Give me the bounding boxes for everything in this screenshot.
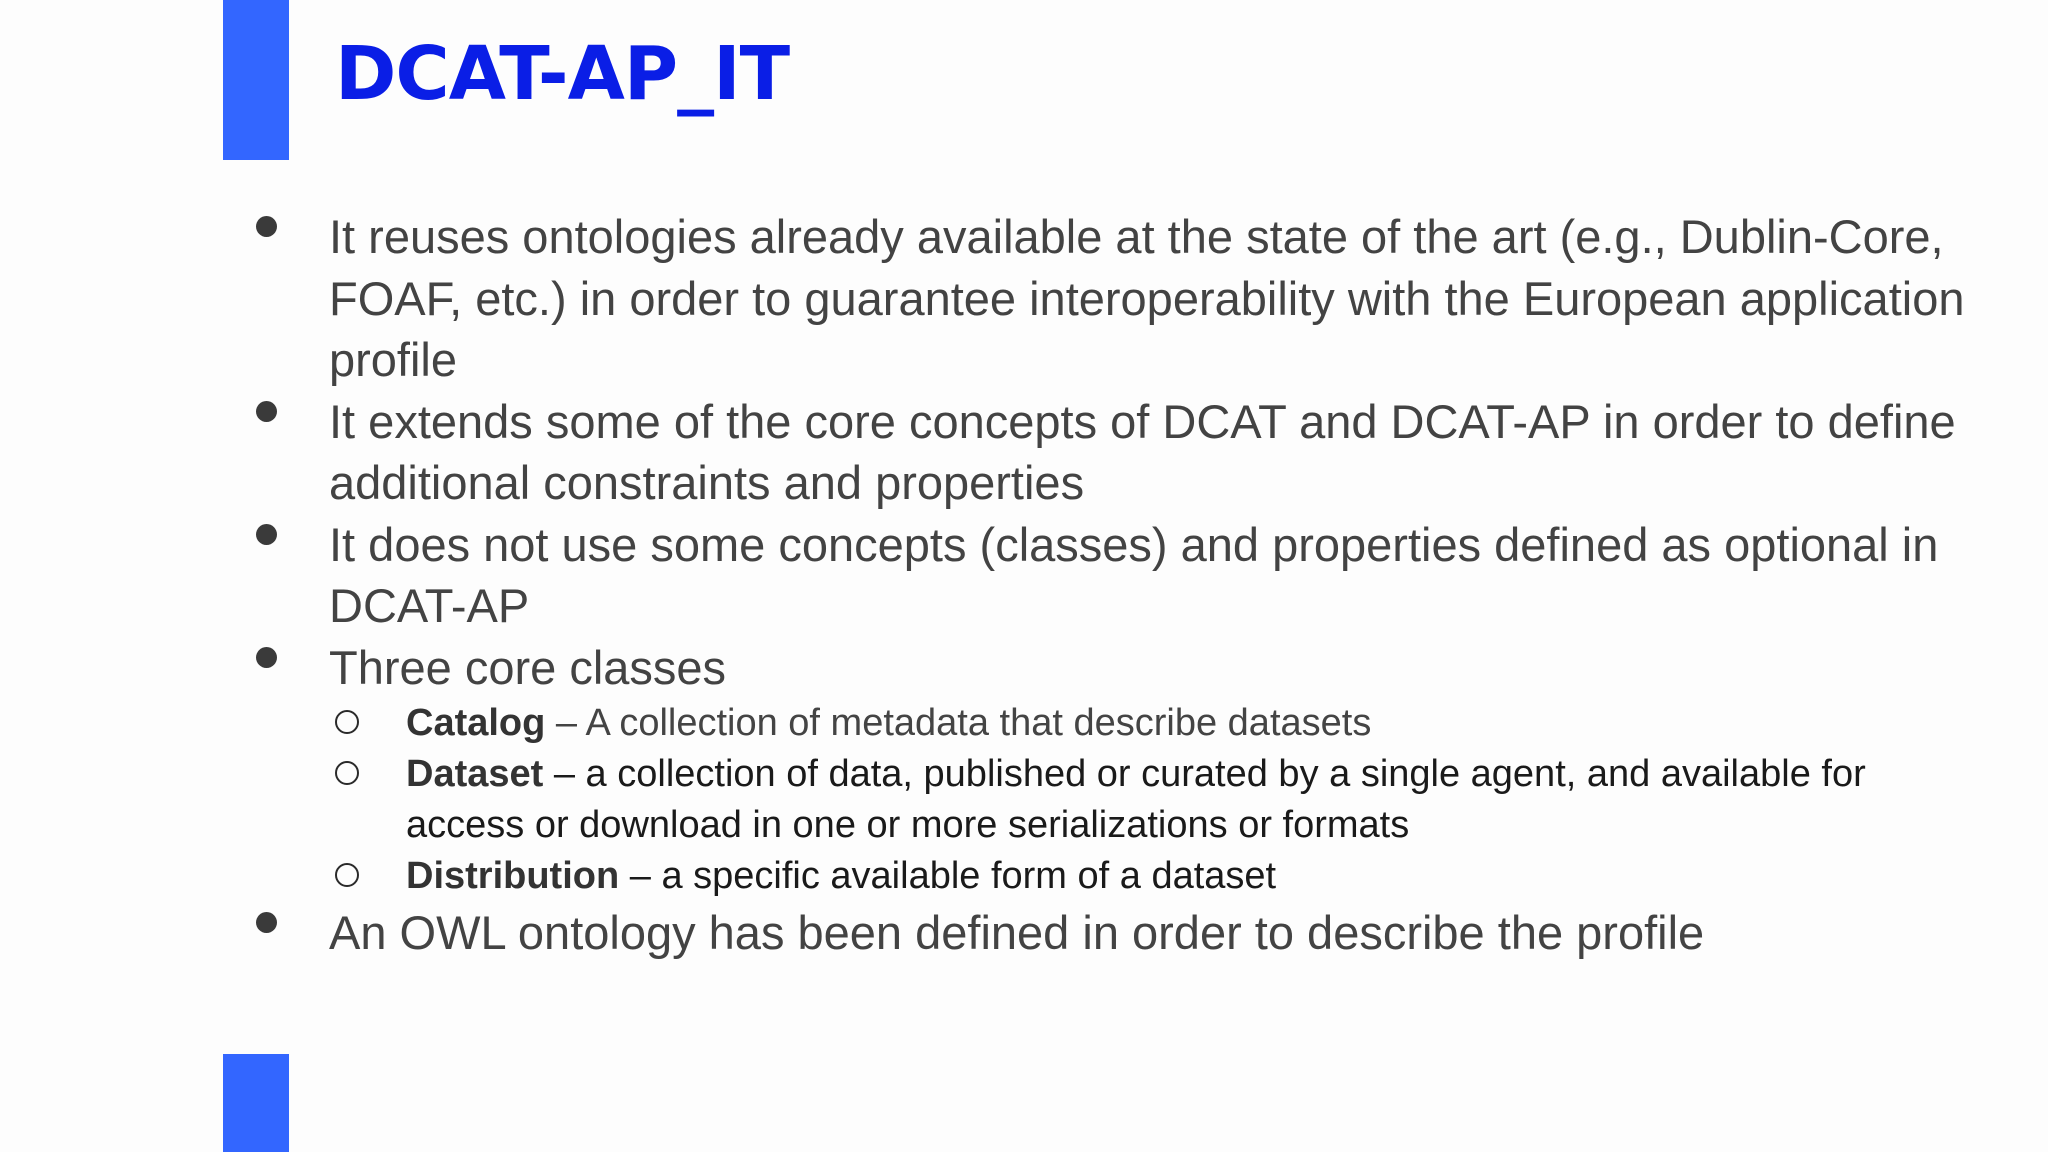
sub-item-distribution [329, 851, 1990, 902]
bullet-text: Three core classes [329, 640, 727, 694]
sub-item-dataset [329, 749, 1990, 851]
bullet-text: It reuses ontologies already available at the state of the art (e.g., Dublin-Core, FOAF, etc.) in order to guarantee interoperability with the European application profile [329, 210, 1965, 386]
bullet-item [250, 206, 1990, 391]
bullet-list [250, 206, 1990, 964]
hollow-circle-icon [335, 863, 359, 887]
bullet-dot-icon [256, 524, 277, 545]
hollow-circle-icon [335, 710, 359, 734]
bullet-dot-icon [256, 647, 277, 668]
accent-bar-bottom [223, 1054, 289, 1152]
bullet-item [250, 902, 1990, 964]
bullet-item [250, 391, 1990, 514]
term-definition: – A collection of metadata that describe datasets [545, 702, 1372, 744]
term-definition: – a collection of data, published or curated by a single agent, and available for access or download in one or more serializations or formats [406, 753, 1866, 846]
bullet-item [250, 514, 1990, 637]
bullet-text: It extends some of the core concepts of DCAT and DCAT-AP in order to define additional constraints and properties [329, 394, 1956, 509]
slide-title: DCAT-AP_IT [335, 31, 790, 117]
term-label: Catalog [406, 702, 546, 744]
bullet-dot-icon [256, 216, 277, 237]
bullet-text: It does not use some concepts (classes) and properties defined as optional in DCAT-AP [329, 517, 1939, 632]
bullet-dot-icon [256, 401, 277, 422]
sub-item-catalog [329, 698, 1990, 749]
term-label: Dataset [406, 753, 544, 795]
bullet-dot-icon [256, 912, 277, 933]
term-definition: – a specific available form of a dataset [619, 855, 1277, 897]
hollow-circle-icon [335, 761, 359, 785]
core-classes-list [329, 698, 1990, 902]
accent-bar-top [223, 0, 289, 160]
bullet-text: An OWL ontology has been defined in order to describe the profile [329, 906, 1705, 959]
term-label: Distribution [406, 855, 620, 897]
bullet-item [250, 637, 1990, 903]
